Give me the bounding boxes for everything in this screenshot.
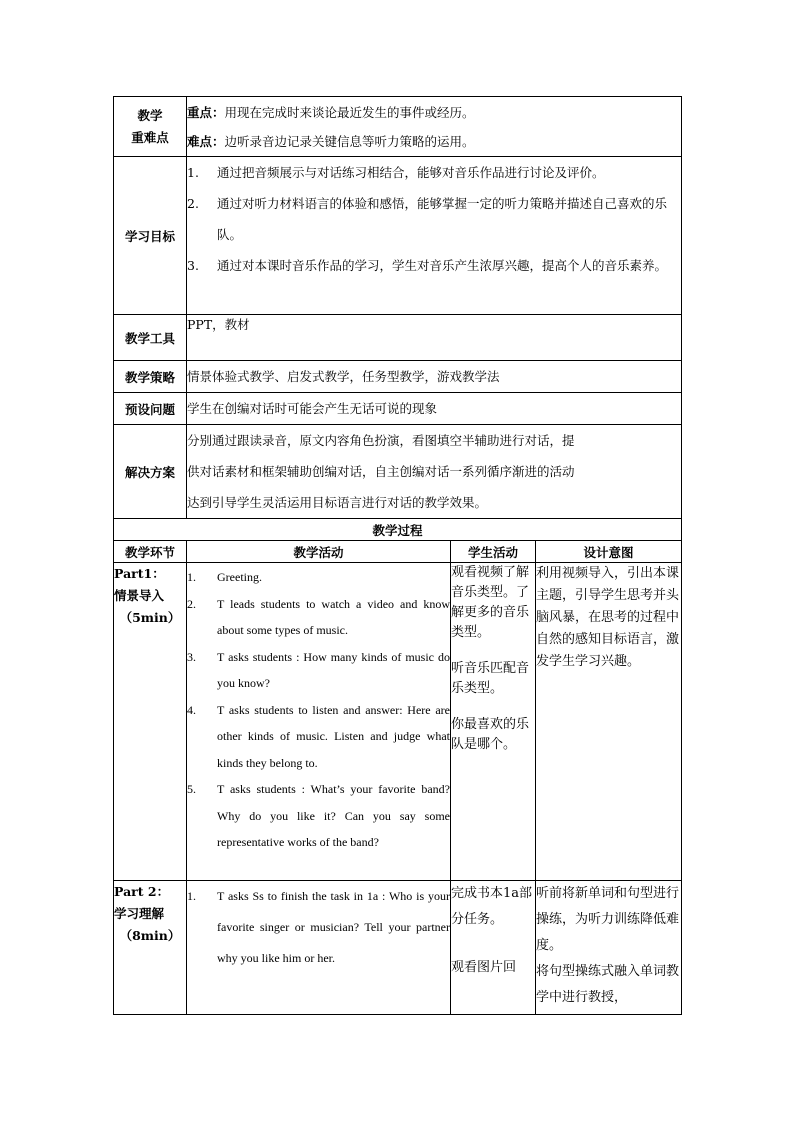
key-points-label-line2: 重难点 xyxy=(131,129,169,145)
activity-item xyxy=(187,697,450,777)
difficulty-label: 难点： xyxy=(187,134,225,149)
activity-num: 1. xyxy=(187,889,196,903)
objective-text: 通过把音频展示与对话练习相结合，能够对音乐作品进行讨论及评价。 xyxy=(217,165,605,180)
activity-num: 2. xyxy=(187,596,196,611)
strategy-label: 教学策略 xyxy=(114,361,187,393)
objective-num: 1. xyxy=(187,165,199,180)
activity-text: T asks Ss to finish the task in 1a : Who is your favorite singer or musician? Tell your partner why you like him or her. xyxy=(217,889,450,965)
student-activity: 听音乐匹配音乐类型。 xyxy=(451,661,530,696)
solution-line: 供对话素材和框架辅助创编对话，自主创编对话一系列循序渐进的活动 xyxy=(187,464,575,479)
problem-label: 预设问题 xyxy=(114,393,187,425)
focus-line xyxy=(187,98,681,127)
part2-stage xyxy=(114,881,187,1015)
student-activity: 完成书本1a部分任务。 xyxy=(451,886,533,927)
part2-name: Part 2： xyxy=(114,884,170,899)
activity-item xyxy=(187,644,450,697)
col-header-student: 学生活动 xyxy=(451,541,536,563)
objective-num: 2. xyxy=(187,196,199,211)
activity-num: 4. xyxy=(187,702,196,717)
key-points-label-line1: 教学 xyxy=(137,107,163,123)
lesson-plan-table xyxy=(113,96,682,1015)
part1-name: Part1： xyxy=(114,566,165,581)
activity-text: T asks students : What’s your favorite band? Why do you like it? Can you say some representative works of the band? xyxy=(217,782,450,849)
intent-line: 将句型操练式融入单词教学中进行教授， xyxy=(536,964,680,1005)
col-header-activity: 教学活动 xyxy=(187,541,451,563)
solution-label: 解决方案 xyxy=(114,425,187,519)
part1-sub: 情景导入 xyxy=(114,588,165,603)
part2-sub: 学习理解 xyxy=(114,906,165,921)
solution-line: 达到引导学生灵活运用目标语言进行对话的教学效果。 xyxy=(187,495,488,510)
col-header-intent: 设计意图 xyxy=(536,541,682,563)
objective-num: 3. xyxy=(187,258,199,273)
tools-label: 教学工具 xyxy=(114,315,187,361)
activity-item xyxy=(187,776,450,856)
activity-num: 1. xyxy=(187,570,196,584)
objective-item xyxy=(187,250,681,281)
objective-item xyxy=(187,157,681,188)
process-title: 教学过程 xyxy=(114,519,682,541)
activity-num: 3. xyxy=(187,649,196,664)
activity-num: 5. xyxy=(187,782,196,796)
difficulty-line xyxy=(187,127,681,156)
activity-text: T asks students to listen and answer: Here are other kinds of music. Listen and judge what kinds they belong to. xyxy=(217,702,450,770)
objective-text: 通过对听力材料语言的体验和感悟，能够掌握一定的听力策略并描述自己喜欢的乐队。 xyxy=(217,196,668,242)
activity-text: Greeting. xyxy=(217,570,262,584)
student-activity: 你最喜欢的乐队是哪个。 xyxy=(451,717,530,752)
solution-content xyxy=(187,425,682,519)
part1-intent: 利用视频导入，引出本课主题，引导学生思考并头脑风暴，在思考的过程中自然的感知目标语言，激发学生学习兴趣。 xyxy=(536,563,682,881)
activity-item xyxy=(187,591,450,644)
problem-text: 学生在创编对话时可能会产生无话可说的现象 xyxy=(187,393,682,425)
objective-item xyxy=(187,188,681,250)
col-header-stage: 教学环节 xyxy=(114,541,187,563)
key-points-label xyxy=(114,97,187,157)
focus-text: 用现在完成时来谈论最近发生的事件或经历。 xyxy=(224,105,475,120)
objectives-label: 学习目标 xyxy=(114,157,187,315)
objectives-content xyxy=(187,157,682,315)
activity-item xyxy=(187,564,450,591)
tools-text: PPT，教材 xyxy=(187,315,682,361)
focus-label: 重点： xyxy=(187,105,225,120)
strategy-text: 情景体验式教学、启发式教学，任务型教学，游戏教学法 xyxy=(187,361,682,393)
activity-text: T leads students to watch a video and know about some types of music. xyxy=(217,596,450,637)
part2-activities xyxy=(187,881,451,1015)
intent-line: 听前将新单词和句型进行操练，为听力训练降低难度。 xyxy=(536,886,680,953)
student-activity: 观看图片回 xyxy=(451,960,517,975)
part1-student xyxy=(451,563,536,881)
part1-activities xyxy=(187,563,451,881)
part2-time: （8min） xyxy=(119,928,181,943)
part2-student xyxy=(451,881,536,1015)
difficulty-text: 边听录音边记录关键信息等听力策略的运用。 xyxy=(224,134,475,149)
activity-text: T asks students : How many kinds of music do you know? xyxy=(217,649,450,690)
part1-stage xyxy=(114,563,187,881)
key-points-content xyxy=(187,97,682,157)
solution-line: 分别通过跟读录音，原文内容角色扮演，看图填空半辅助进行对话，提 xyxy=(187,433,575,448)
part1-time: （5min） xyxy=(119,610,181,625)
objective-text: 通过对本课时音乐作品的学习，学生对音乐产生浓厚兴趣，提高个人的音乐素养。 xyxy=(217,258,668,273)
activity-item xyxy=(187,881,450,974)
part2-intent xyxy=(536,881,682,1015)
student-activity: 观看视频了解音乐类型。了解更多的音乐类型。 xyxy=(451,565,530,640)
